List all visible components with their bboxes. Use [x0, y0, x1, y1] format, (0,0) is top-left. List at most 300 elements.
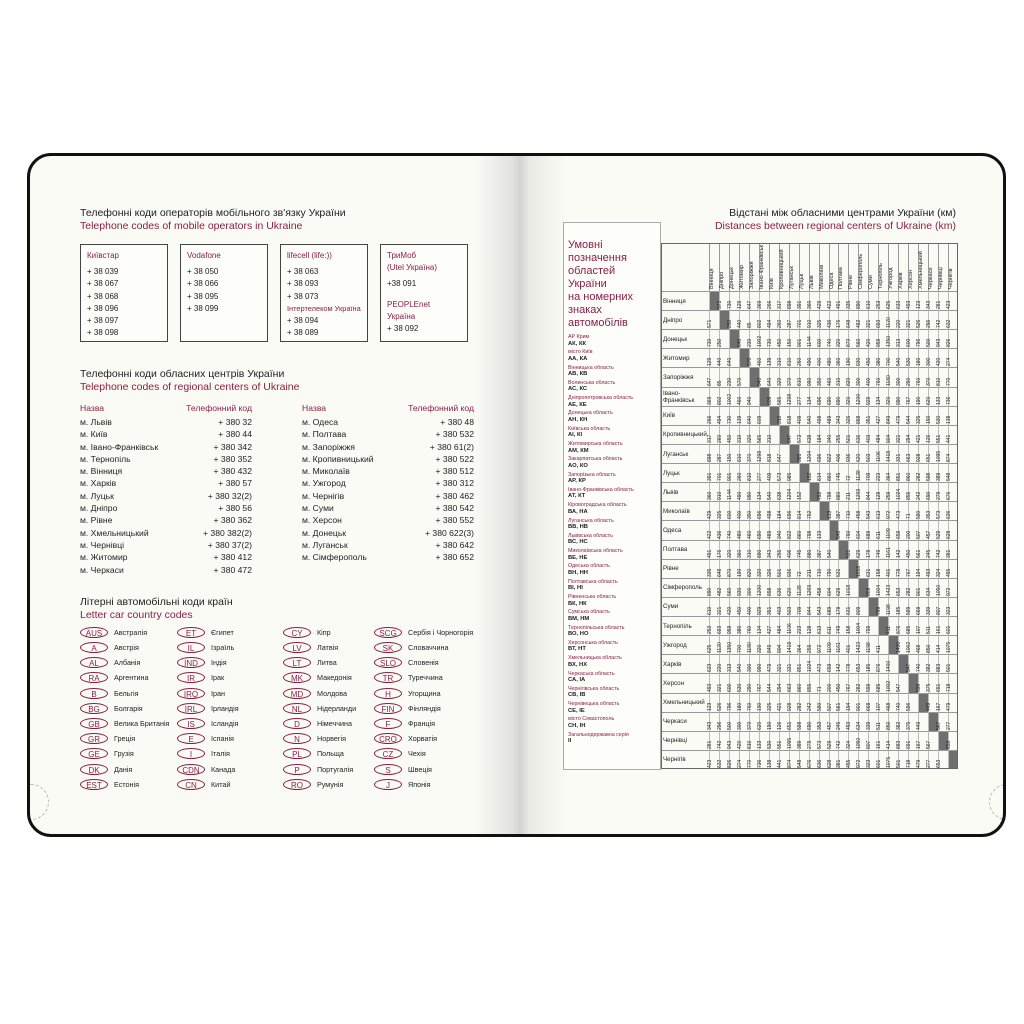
- distance-cell: 640: [729, 348, 739, 367]
- distance-cell: 85: [749, 310, 759, 329]
- country-name: Італія: [211, 749, 230, 759]
- distance-cell: 663: [789, 673, 799, 692]
- table-row: [80, 454, 252, 466]
- distance-cell: 423: [709, 750, 719, 769]
- distance-cell: 1002: [759, 329, 769, 348]
- plate-title-line: автомобілів: [568, 317, 628, 329]
- column-city-label: Рівне: [848, 243, 859, 291]
- distance-cell: 1128: [799, 578, 809, 597]
- country-name: Велика Британія: [114, 718, 170, 728]
- distance-cell: 573: [799, 425, 809, 444]
- distance-cell: 943: [729, 731, 739, 750]
- city-code: + 380 512: [435, 466, 474, 477]
- distance-cell: 883: [938, 654, 948, 673]
- city-name: м. Житомир: [80, 552, 128, 563]
- distance-cell: 167: [918, 731, 928, 750]
- distance-cell: 628: [829, 750, 839, 769]
- distance-cell: 473: [898, 501, 908, 520]
- city-code: + 380 522: [435, 453, 474, 464]
- distance-cell: 281: [938, 291, 948, 310]
- table-row: [80, 552, 252, 564]
- distance-cell: 689: [868, 520, 878, 539]
- city-name: м. Кропивницький: [302, 453, 374, 464]
- distance-cell: 440: [719, 348, 729, 367]
- distance-cell: 300: [928, 348, 938, 367]
- car-code-item: [80, 625, 147, 640]
- distance-cell: 636: [948, 501, 958, 520]
- plate-code: ВО, НО: [568, 631, 589, 638]
- distance-cell: 320: [779, 367, 789, 386]
- distance-cell: 178: [868, 540, 878, 559]
- distance-cell: 640: [749, 406, 759, 425]
- row-city-label: Суми: [661, 597, 709, 616]
- distance-cell: 1050: [858, 731, 868, 750]
- distance-cell: 422: [709, 520, 719, 539]
- distance-cell: 696: [759, 501, 769, 520]
- city-code: + 380 642: [435, 539, 474, 550]
- distance-cell: 300: [749, 654, 759, 673]
- distance-cell: 294: [908, 425, 918, 444]
- distance-cell: 638: [809, 425, 819, 444]
- distance-cell: 411: [878, 635, 888, 654]
- distance-cell: 142: [898, 540, 908, 559]
- distance-cell: 460: [739, 387, 749, 406]
- distance-cell: 560: [858, 329, 868, 348]
- distance-cell: 730: [729, 291, 739, 310]
- country-name: Словенія: [408, 658, 439, 668]
- row-city-label: Чернігів: [661, 750, 709, 769]
- distance-cell: 190: [739, 559, 749, 578]
- distance-cell: 253: [878, 291, 888, 310]
- distance-cell: 740: [898, 693, 908, 712]
- distance-cell: 540: [898, 348, 908, 367]
- distance-cell: 1120: [719, 635, 729, 654]
- distance-cell: 480: [739, 520, 749, 539]
- row-city-label: Черкаси: [661, 712, 709, 731]
- distance-cell: 598: [928, 463, 938, 482]
- distance-cell: 200: [908, 520, 918, 539]
- regional-codes-table-right: [302, 403, 474, 565]
- region-name: місто Київ: [568, 349, 593, 356]
- car-code-oval: P: [283, 764, 311, 775]
- col-name-header: Назва: [80, 403, 105, 413]
- column-city-label: Вінниця: [709, 243, 720, 291]
- distance-cell: 814: [819, 463, 829, 482]
- distance-cell: 611: [829, 616, 839, 635]
- region-name: Луганська область: [568, 517, 614, 524]
- distance-cell: 220: [898, 310, 908, 329]
- car-code-item: [177, 701, 239, 716]
- distance-cell: 742: [838, 731, 848, 750]
- distance-cell: 770: [749, 750, 759, 769]
- operator-number: + 38 099: [187, 303, 219, 313]
- distance-cell: 600: [729, 501, 739, 520]
- distance-cell: 339: [928, 597, 938, 616]
- city-code: + 380 652: [435, 552, 474, 563]
- distance-cell: 194: [848, 693, 858, 712]
- country-name: Ірак: [211, 673, 225, 683]
- distance-cell: 571: [709, 310, 719, 329]
- car-code-oval: A: [80, 642, 108, 653]
- row-city-label: Київ: [661, 406, 709, 425]
- distance-cell: 628: [948, 520, 958, 539]
- distance-cell: 420: [868, 329, 878, 348]
- row-city-label: Полтава: [661, 540, 709, 559]
- distance-cell: 414: [938, 635, 948, 654]
- car-code-item: [374, 686, 441, 701]
- distance-cell: 325: [769, 693, 779, 712]
- distance-cell: 1418: [789, 635, 799, 654]
- distance-cell: 691: [908, 731, 918, 750]
- distance-cell: 490: [809, 348, 819, 367]
- plate-code: АК, КК: [568, 340, 587, 347]
- table-row: [302, 417, 474, 429]
- distance-cell: 190: [848, 348, 858, 367]
- city-name: м. Харків: [80, 478, 117, 489]
- distance-cell: 818: [789, 406, 799, 425]
- distance-cell: 321: [868, 310, 878, 329]
- distance-cell: 601: [878, 750, 888, 769]
- distance-cell: 317: [709, 425, 719, 444]
- distance-cell: 810: [739, 444, 749, 463]
- row-city-label: Миколаїв: [661, 501, 709, 520]
- distance-cell: 696: [819, 387, 829, 406]
- distance-cell: 400: [739, 501, 749, 520]
- car-code-oval: CY: [283, 627, 311, 638]
- distance-cell: 810: [799, 367, 809, 386]
- operator-name-2: Інтертелеком Україна: [287, 303, 361, 313]
- distance-cell: 860: [799, 673, 809, 692]
- distance-cell: 282: [799, 693, 809, 712]
- distance-cell: 802: [759, 310, 769, 329]
- car-code-oval: FIN: [374, 703, 402, 714]
- distance-cell: 387: [838, 501, 848, 520]
- city-code: + 380 61(2): [429, 441, 474, 452]
- distance-cell: 460: [829, 367, 839, 386]
- distance-cell: 245: [928, 540, 938, 559]
- plate-code-item: [568, 563, 656, 578]
- column-city-label: Миколаїв: [819, 243, 830, 291]
- distance-cell: 790: [848, 520, 858, 539]
- region-name: Закарпатська область: [568, 456, 623, 463]
- car-codes-title-en: Letter car country codes: [80, 609, 193, 621]
- distance-cell: 796: [918, 329, 928, 348]
- distance-cell: 152: [809, 463, 819, 482]
- distance-cell: 279: [809, 731, 819, 750]
- car-code-item: [374, 731, 437, 746]
- distance-cell: 335: [848, 291, 858, 310]
- distance-cell: 990: [809, 367, 819, 386]
- car-code-oval: CDN: [177, 764, 205, 775]
- distance-cell: 381: [838, 750, 848, 769]
- region-name: Чернігівська область: [568, 685, 620, 692]
- region-name: АР Крим: [568, 334, 590, 340]
- distance-cell: 796: [729, 693, 739, 712]
- car-code-item: [283, 777, 343, 792]
- distance-cell: 901: [918, 578, 928, 597]
- distance-cell: 321: [719, 673, 729, 692]
- distance-cell: 990: [749, 482, 759, 501]
- operator-number: + 38 067: [87, 279, 119, 289]
- distance-cell: 400: [819, 348, 829, 367]
- distance-cell: 792: [819, 482, 829, 501]
- car-code-oval: H: [374, 688, 402, 699]
- distance-cell: 876: [878, 654, 888, 673]
- distance-cell: 610: [709, 597, 719, 616]
- plate-code-item: [568, 609, 656, 624]
- distance-cell: 810: [789, 348, 799, 367]
- distance-cell: 133: [938, 387, 948, 406]
- distance-cell: 501: [848, 425, 858, 444]
- operator-number: + 38 068: [87, 291, 119, 301]
- distance-cell: 500: [729, 712, 739, 731]
- distance-cell: 530: [769, 731, 779, 750]
- distance-cell: 638: [779, 482, 789, 501]
- car-code-oval: GB: [80, 718, 108, 729]
- distance-cell: 501: [779, 559, 789, 578]
- city-code: + 380 32: [218, 417, 252, 427]
- distance-cell: 389: [938, 463, 948, 482]
- distance-cell: 826: [948, 329, 958, 348]
- distance-cell: 134: [878, 387, 888, 406]
- distance-cell: 468: [888, 693, 898, 712]
- region-name: Херсонська область: [568, 639, 618, 646]
- distance-cell: 277: [799, 387, 809, 406]
- car-code-item: [177, 686, 225, 701]
- plate-title-line: знаках: [568, 304, 602, 316]
- distance-cell: 282: [908, 578, 918, 597]
- distance-cell: 494: [719, 406, 729, 425]
- distance-cell: 767: [848, 673, 858, 692]
- distances-title-ua: Відстані між обласними центрами України (км): [729, 207, 956, 219]
- country-name: Швеція: [408, 764, 432, 774]
- column-city-label: Луцьк: [799, 243, 810, 291]
- distance-cell: 567: [938, 712, 948, 731]
- operator-number: + 38 073: [287, 291, 319, 301]
- distance-cell: 310: [779, 348, 789, 367]
- distance-cell: 870: [848, 329, 858, 348]
- distance-cell: 501: [948, 654, 958, 673]
- city-name: м. Луганськ: [302, 539, 348, 550]
- distance-cell: 701: [799, 310, 809, 329]
- distance-cell: 860: [908, 463, 918, 482]
- car-code-oval: IR: [177, 672, 205, 683]
- distance-cell: 691: [938, 673, 948, 692]
- distance-cell: 625: [888, 291, 898, 310]
- operator-number: +38 091: [387, 279, 417, 289]
- operator-name: Київстар: [87, 251, 119, 260]
- distance-cell: 901: [729, 463, 739, 482]
- distance-cell: 323: [948, 597, 958, 616]
- car-code-oval: D: [283, 718, 311, 729]
- city-code: + 380 542: [435, 503, 474, 514]
- distance-cell: 802: [719, 387, 729, 406]
- distance-cell: 1002: [729, 387, 739, 406]
- car-code-item: [177, 731, 234, 746]
- distance-cell: 457: [829, 712, 839, 731]
- country-name: Туреччина: [408, 673, 443, 683]
- region-name: Одеська область: [568, 563, 610, 570]
- distance-cell: 631: [868, 559, 878, 578]
- car-code-item: [374, 701, 441, 716]
- table-row: [80, 417, 252, 429]
- distance-cell: 436: [829, 310, 839, 329]
- car-code-item: [283, 762, 353, 777]
- car-code-oval: BG: [80, 703, 108, 714]
- country-name: Данія: [114, 764, 133, 774]
- distance-cell: 1423: [858, 635, 868, 654]
- plate-code-item: [568, 655, 656, 670]
- plate-code: АО, КО: [568, 462, 588, 469]
- distance-cell: 133: [829, 501, 839, 520]
- distance-cell: 421: [918, 425, 928, 444]
- distance-cell: 420: [729, 597, 739, 616]
- car-code-oval: IND: [177, 657, 205, 668]
- distance-cell: 211: [848, 482, 858, 501]
- city-code: + 380 32(2): [207, 490, 252, 501]
- distance-cell: 279: [938, 482, 948, 501]
- distance-cell: 343: [838, 406, 848, 425]
- car-code-item: [283, 625, 331, 640]
- distance-cell: 340: [829, 425, 839, 444]
- row-city-label: Запоріжжя: [661, 367, 709, 386]
- table-row: [80, 478, 252, 490]
- distance-cell: 364: [799, 635, 809, 654]
- distance-cell: 547: [908, 654, 918, 673]
- city-name: м. Луцьк: [80, 490, 114, 501]
- column-city-label: Суми: [868, 243, 879, 291]
- car-code-oval: J: [374, 779, 402, 790]
- car-code-item: [177, 716, 238, 731]
- car-code-oval: IS: [177, 718, 205, 729]
- distance-cell: 651: [928, 444, 938, 463]
- distance-cell: 653: [938, 750, 948, 769]
- spine-gutter: [475, 156, 565, 834]
- plate-code: ІІ: [568, 738, 572, 745]
- car-code-item: [374, 625, 473, 640]
- distance-cell: 855: [809, 673, 819, 692]
- plate-code: АІ, КІ: [568, 432, 583, 439]
- distance-cell: 668: [868, 693, 878, 712]
- distance-cell: 139: [769, 348, 779, 367]
- distance-cell: 814: [799, 501, 809, 520]
- column-city-label: Чернівці: [938, 243, 949, 291]
- distance-cell: 503: [868, 444, 878, 463]
- distance-cell: 180: [739, 693, 749, 712]
- distance-cell: 1423: [888, 578, 898, 597]
- car-code-item: [283, 731, 346, 746]
- car-code-oval: S: [374, 764, 402, 775]
- distance-cell: 540: [829, 540, 839, 559]
- distance-cell: 648: [848, 310, 858, 329]
- distance-cell: 320: [848, 387, 858, 406]
- distance-cell: 565: [779, 387, 789, 406]
- distance-cell: 778: [848, 654, 858, 673]
- distance-cell: 1004: [858, 616, 868, 635]
- distance-cell: 310: [838, 367, 848, 386]
- distance-cell: 321: [779, 654, 789, 673]
- plate-code-item: [568, 334, 656, 349]
- plate-code-item: [568, 732, 656, 747]
- distance-cell: 653: [898, 578, 908, 597]
- column-city-label: Чернігів: [948, 243, 959, 291]
- distance-cell: 382: [898, 712, 908, 731]
- operator-name-2: PEOPLEnet: [387, 299, 431, 309]
- distance-cell: 414: [888, 731, 898, 750]
- distance-cell: 880: [838, 482, 848, 501]
- distance-cell: 590: [918, 501, 928, 520]
- city-name: м. Ужгород: [302, 478, 346, 489]
- car-code-item: [283, 655, 337, 670]
- country-name: Латвія: [317, 642, 339, 652]
- distance-cell: 479: [769, 654, 779, 673]
- car-code-oval: I: [177, 748, 205, 759]
- distance-cell: 844: [809, 597, 819, 616]
- car-code-item: [177, 747, 230, 762]
- regional-codes-table-left: [80, 403, 252, 577]
- distance-cell: 570: [739, 367, 749, 386]
- distance-cell: 296: [928, 310, 938, 329]
- distance-cell: 898: [709, 444, 719, 463]
- region-name: Запорізька область: [568, 471, 616, 478]
- distance-cell: 631: [848, 597, 858, 616]
- distance-cell: 321: [898, 425, 908, 444]
- distance-cell: 740: [918, 654, 928, 673]
- distance-cell: 855: [908, 482, 918, 501]
- plate-code-item: [568, 548, 656, 563]
- plate-codes-title: [568, 239, 656, 330]
- distance-cell: 375: [928, 673, 938, 692]
- distance-cell: 910: [809, 310, 819, 329]
- distance-cell: 260: [799, 348, 809, 367]
- distance-cell: 676: [948, 482, 958, 501]
- distance-cell: 736: [948, 387, 958, 406]
- city-code: + 380 622(3): [425, 527, 474, 538]
- distance-cell: 567: [928, 731, 938, 750]
- car-code-oval: SK: [374, 642, 402, 653]
- distance-cell: 351: [769, 597, 779, 616]
- car-code-item: [374, 640, 449, 655]
- distance-cell: 331: [789, 654, 799, 673]
- country-name: Франція: [408, 718, 436, 728]
- distance-cell: 1109: [888, 520, 898, 539]
- distance-cell: 343: [769, 540, 779, 559]
- distance-cell: 745: [838, 463, 848, 482]
- distance-cell: 844: [868, 482, 878, 501]
- plate-code: АЕ, КЕ: [568, 401, 587, 408]
- distance-cell: 420: [739, 731, 749, 750]
- distance-cell: 560: [729, 578, 739, 597]
- distance-cell: 200: [829, 673, 839, 692]
- distance-cell: 331: [898, 444, 908, 463]
- distance-cell: 718: [908, 750, 918, 769]
- distance-cell: 493: [848, 712, 858, 731]
- distance-cell: 851: [799, 654, 809, 673]
- plate-code: АР, КР: [568, 478, 586, 485]
- distance-cell: 601: [948, 616, 958, 635]
- distance-cell: 849: [769, 635, 779, 654]
- distance-cell: 613: [878, 501, 888, 520]
- distance-cell: 320: [888, 387, 898, 406]
- distance-cell: 876: [898, 616, 908, 635]
- distance-cell: 320: [729, 540, 739, 559]
- row-city-label: Івано-Франківськ: [661, 387, 709, 406]
- distance-cell: 1075: [948, 635, 958, 654]
- distance-cell: 287: [789, 310, 799, 329]
- distance-cell: 710: [848, 501, 858, 520]
- distance-cell: 161: [878, 731, 888, 750]
- plate-code: СА, ІА: [568, 677, 586, 684]
